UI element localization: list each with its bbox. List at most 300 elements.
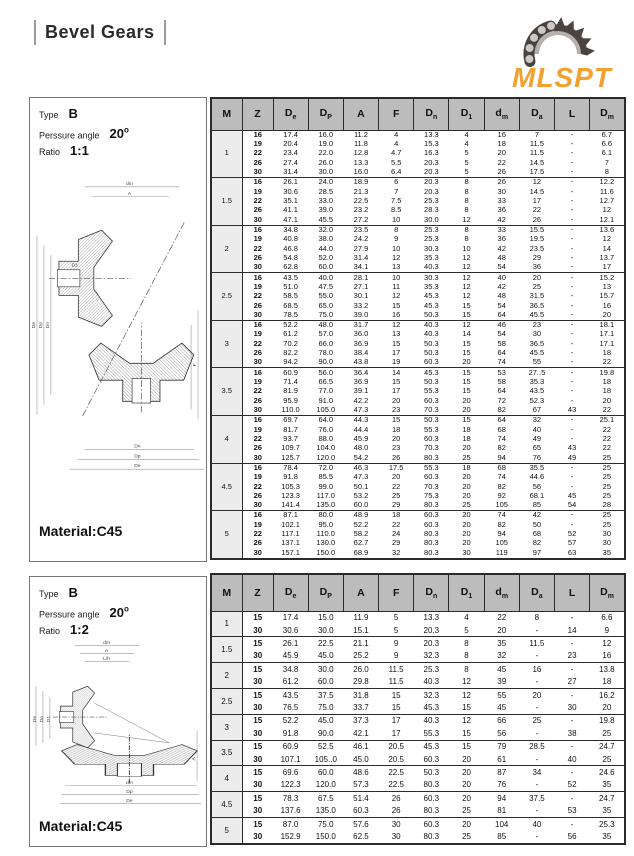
value-cell: 122.3 (280, 780, 301, 790)
value-cell: 47.1 (283, 214, 298, 224)
header-row (211, 98, 625, 130)
value-cell: 60.3 (423, 754, 440, 764)
teeth-count-cell: 22 (253, 433, 262, 443)
teeth-count-cell: 15 (242, 740, 273, 753)
value-cell: 36 (497, 205, 506, 215)
value-cell: 137.6 (280, 806, 301, 816)
value-cell: 18 (462, 433, 471, 443)
value-cell: - (535, 625, 539, 635)
value-cell: 20.3 (424, 157, 439, 167)
value-cell: - (570, 300, 574, 310)
value-cell: 48.0 (308, 320, 343, 330)
table-row (211, 197, 625, 206)
value-cell: 60.0 (317, 677, 334, 687)
value-cell: 8.5 (390, 205, 402, 215)
module-cell: 1.5 (211, 178, 242, 226)
teeth-count-cell: 22 (253, 386, 262, 396)
value-cell: 87 (484, 766, 519, 779)
teeth-count-cell: 26 (253, 490, 262, 500)
module-cell: 1 (211, 130, 242, 178)
teeth-count-cell: 26 (253, 538, 262, 548)
value-cell: 117.0 (316, 490, 335, 500)
value-cell: 35.1 (283, 196, 298, 206)
value-cell: 14.5 (529, 157, 545, 167)
teeth-count-cell: 19 (253, 139, 262, 149)
value-cell: 11.5 (379, 663, 414, 676)
value-cell: - (570, 433, 574, 443)
value-cell: 52.2 (273, 320, 308, 330)
teeth-count-cell: 30 (253, 357, 262, 367)
value-cell: 44.0 (318, 243, 334, 253)
value-cell: 68.5 (283, 300, 298, 310)
value-cell: 18 (379, 511, 414, 521)
value-cell: 25 (590, 511, 625, 521)
value-cell: 74 (497, 357, 506, 367)
value-cell: 30.0 (318, 167, 334, 177)
value-cell: 61 (497, 754, 507, 764)
value-cell: 12.2 (590, 178, 625, 188)
table-row (211, 530, 625, 539)
value-cell: 35 (602, 780, 612, 790)
dim-label: Dp (134, 454, 141, 460)
value-cell: - (535, 832, 539, 842)
value-cell: 42.1 (353, 728, 369, 738)
value-cell: 42 (497, 243, 506, 253)
dim-label: dm (125, 181, 133, 187)
value-cell: 15 (391, 377, 401, 387)
value-cell: 35.3 (424, 281, 439, 291)
value-cell: - (555, 792, 590, 805)
value-cell: 48 (497, 252, 506, 262)
value-cell: 36.9 (353, 377, 369, 387)
value-cell: 11.6 (599, 186, 614, 196)
value-cell: - (555, 368, 590, 378)
value-cell: - (555, 511, 590, 521)
value-cell: - (535, 651, 539, 661)
value-cell: 23 (391, 404, 401, 414)
value-cell: 30 (567, 702, 577, 712)
value-cell: 28.5 (318, 186, 334, 196)
value-cell: 12 (462, 281, 471, 291)
value-cell: 12 (462, 677, 471, 687)
value-cell: 30 (379, 818, 414, 831)
value-cell: 76 (532, 452, 542, 462)
column-header: $D_n$ (414, 574, 449, 611)
value-cell: 48.6 (343, 766, 378, 779)
value-cell: 40.3 (423, 677, 440, 687)
value-cell: 30.6 (282, 625, 299, 635)
column-header: L (555, 98, 590, 130)
value-cell: 50.3 (424, 348, 439, 358)
value-cell: 52.3 (529, 395, 545, 405)
value-cell: 78.3 (273, 792, 308, 805)
value-cell: 15 (462, 386, 471, 396)
value-cell: 22 (391, 519, 401, 529)
value-cell: 5 (379, 611, 414, 624)
module-cell: 5 (211, 511, 242, 559)
value-cell: 25.2 (353, 651, 369, 661)
value-cell: 52.2 (353, 519, 369, 529)
value-cell: 56.0 (308, 368, 343, 378)
module-cell: 1 (211, 611, 242, 637)
value-cell: 15.2 (590, 273, 625, 283)
value-cell: 22 (602, 433, 612, 443)
value-cell: 99.0 (318, 481, 334, 491)
value-cell: 17.5 (379, 463, 414, 473)
value-cell: 17 (379, 714, 414, 727)
teeth-count-cell: 16 (242, 225, 273, 235)
value-cell: 97 (532, 547, 542, 557)
value-cell: 12 (462, 262, 471, 272)
table-row (211, 520, 625, 529)
value-cell: - (570, 291, 574, 301)
teeth-count-cell: 19 (253, 519, 262, 529)
value-cell: 20.3 (424, 167, 439, 177)
teeth-count-cell: 30 (253, 832, 263, 842)
value-cell: 65 (532, 443, 542, 453)
value-cell: 40.8 (283, 234, 298, 244)
dim-label: F (193, 363, 199, 367)
value-cell: 88.0 (318, 433, 334, 443)
value-cell: 58 (497, 377, 506, 387)
value-cell: 58 (497, 338, 506, 348)
value-cell: 45.5 (529, 348, 545, 358)
value-cell: - (570, 338, 574, 348)
table-row (211, 548, 625, 559)
value-cell: 60.3 (414, 511, 449, 521)
teeth-count-cell: 30 (253, 651, 263, 661)
value-cell: 87.0 (273, 818, 308, 831)
value-cell: 20.3 (423, 625, 440, 635)
page-header (34, 20, 166, 45)
value-cell: 40.3 (414, 714, 449, 727)
value-cell: 85.5 (318, 472, 334, 482)
value-cell: 24.6 (590, 766, 625, 779)
teeth-count-cell: 30 (253, 262, 262, 272)
value-cell: 70.2 (283, 338, 298, 348)
value-cell: 25 (519, 714, 554, 727)
value-cell: 25.3 (414, 663, 449, 676)
value-cell: - (570, 424, 574, 434)
value-cell: 25 (590, 463, 625, 473)
value-cell: 15 (462, 728, 471, 738)
value-cell: 54 (497, 329, 506, 339)
value-cell: 10 (462, 243, 471, 253)
value-cell: 5 (464, 625, 469, 635)
value-cell: 105 (495, 500, 508, 510)
teeth-count-cell: 19 (253, 329, 262, 339)
value-cell: - (555, 225, 590, 235)
value-cell: 26.0 (343, 663, 378, 676)
teeth-count-cell: 15 (242, 663, 273, 676)
table-row (211, 491, 625, 500)
value-cell: 91.8 (283, 472, 298, 482)
value-cell: 50.3 (414, 415, 449, 425)
value-cell: 64 (497, 386, 506, 396)
value-cell: - (535, 754, 539, 764)
value-cell: 34 (519, 766, 554, 779)
value-cell: 91.8 (282, 728, 299, 738)
value-cell: 25 (602, 754, 612, 764)
value-cell: 54.8 (283, 252, 298, 262)
value-cell: 60.3 (424, 433, 439, 443)
column-header: A (343, 574, 378, 611)
value-cell: 105.0 (316, 404, 336, 414)
value-cell: 68 (484, 463, 519, 473)
teeth-count-cell: 19 (253, 377, 262, 387)
ratio-value: 1:2 (70, 622, 89, 638)
value-cell: 32 (519, 415, 554, 425)
value-cell: 85 (532, 500, 542, 510)
logo-text: MLSPT (512, 62, 612, 93)
value-cell: 71.4 (283, 377, 298, 387)
value-cell: 15 (449, 740, 484, 753)
value-cell: - (555, 714, 590, 727)
value-cell: 13.3 (414, 611, 449, 624)
dim-label: A (127, 191, 132, 197)
value-cell: 20 (462, 443, 471, 453)
value-cell: - (555, 818, 590, 831)
value-cell: 141.4 (281, 500, 300, 510)
material-note: Material:C45 (39, 523, 123, 539)
value-cell: 35.5 (519, 463, 554, 473)
value-cell: 18.9 (343, 178, 378, 188)
page-title: Bevel Gears (45, 22, 155, 42)
value-cell: 23.5 (529, 243, 545, 253)
value-cell: 94 (484, 792, 519, 805)
dim-label: De (126, 799, 133, 805)
value-cell: 35 (602, 832, 612, 842)
value-cell: 17.4 (273, 611, 308, 624)
value-cell: 27.4 (283, 157, 298, 167)
column-header: $D_e$ (273, 574, 308, 611)
value-cell: 29.8 (353, 677, 369, 687)
value-cell: 51.4 (343, 792, 378, 805)
value-cell: 6.6 (590, 611, 625, 624)
value-cell: 62.8 (283, 262, 298, 272)
value-cell: 12 (449, 320, 484, 330)
value-cell: 29 (391, 538, 401, 548)
value-cell: 119 (495, 547, 508, 557)
value-cell: 18 (602, 377, 612, 387)
value-cell: 57.6 (343, 818, 378, 831)
teeth-count-cell: 15 (242, 611, 273, 624)
value-cell: 78.5 (283, 309, 298, 319)
value-cell: 11.2 (343, 130, 378, 140)
value-cell: 74 (484, 511, 519, 521)
value-cell: 12.7 (599, 196, 615, 206)
value-cell: 43.5 (273, 688, 308, 701)
value-cell: 120.0 (315, 780, 336, 790)
value-cell: 39.0 (318, 205, 334, 215)
teeth-count-cell: 30 (253, 780, 263, 790)
value-cell: 30.3 (414, 273, 449, 283)
value-cell: 25.1 (590, 415, 625, 425)
value-cell: - (535, 728, 539, 738)
title-divider-right (164, 20, 166, 45)
value-cell: 60.3 (424, 472, 439, 482)
teeth-count-cell: 22 (253, 481, 262, 491)
value-cell: 4 (449, 130, 484, 140)
value-cell: 123.3 (281, 490, 300, 500)
value-cell: 4 (394, 139, 399, 149)
teeth-count-cell: 15 (242, 792, 273, 805)
value-cell: 55.3 (423, 728, 440, 738)
value-cell: 55.3 (414, 463, 449, 473)
value-cell: 31.8 (343, 688, 378, 701)
value-cell: 52.5 (308, 740, 343, 753)
teeth-count-cell: 30 (253, 806, 263, 816)
value-cell: 9 (379, 637, 414, 650)
value-cell: 15 (449, 415, 484, 425)
table-row (211, 263, 625, 273)
value-cell: - (555, 663, 590, 676)
column-header: $d_m$ (484, 574, 519, 611)
value-cell: 12 (602, 205, 612, 215)
value-cell: 16 (484, 130, 519, 140)
value-cell: 36.9 (353, 338, 369, 348)
value-cell: 6.1 (601, 148, 613, 158)
column-header: $D_a$ (519, 574, 554, 611)
dim-label: A (104, 648, 109, 654)
value-cell: - (570, 205, 574, 215)
value-cell: 105..0 (314, 754, 337, 764)
table-row (211, 740, 625, 753)
value-cell: 8 (464, 234, 469, 244)
teeth-count-cell: 30 (253, 702, 263, 712)
value-cell: 44.4 (353, 424, 369, 434)
pinion-section (53, 686, 108, 748)
value-cell: 55.0 (318, 291, 334, 301)
value-cell: 54.2 (353, 452, 369, 462)
value-cell: 37.5 (308, 688, 343, 701)
value-cell: 25 (462, 500, 471, 510)
value-cell: 22.0 (318, 148, 334, 158)
teeth-count-cell: 16 (242, 463, 273, 473)
value-cell: 12 (519, 178, 554, 188)
value-cell: 18 (497, 139, 506, 149)
value-cell: 34.1 (353, 262, 369, 272)
value-cell: 16 (391, 309, 401, 319)
value-cell: - (570, 186, 574, 196)
value-cell: 28.3 (424, 205, 439, 215)
value-cell: 54 (567, 500, 577, 510)
value-cell: 17 (602, 262, 612, 272)
value-cell: 35.3 (529, 377, 545, 387)
value-cell: 12 (391, 252, 401, 262)
table-row (211, 539, 625, 548)
value-cell: 27..5 (519, 368, 554, 378)
value-cell: 8 (449, 637, 484, 650)
value-cell: 28.1 (343, 273, 378, 283)
value-cell: 18 (391, 424, 401, 434)
table-row (211, 406, 625, 416)
teeth-count-cell: 30 (253, 677, 263, 687)
value-cell: 35 (602, 547, 612, 557)
table-row (211, 283, 625, 292)
value-cell: 22 (497, 157, 506, 167)
value-cell: 13 (391, 262, 401, 272)
value-cell: - (570, 348, 574, 358)
value-cell: 55.3 (424, 424, 439, 434)
value-cell: 62.7 (353, 538, 369, 548)
value-cell: 48.0 (353, 443, 369, 453)
value-cell: 13.8 (590, 663, 625, 676)
table-row (211, 482, 625, 491)
value-cell: 91.0 (318, 395, 334, 405)
ratio-value: 1:1 (70, 143, 89, 159)
value-cell: 68 (497, 424, 506, 434)
value-cell: 51.0 (283, 281, 298, 291)
value-cell: 42 (519, 511, 554, 521)
dim-label: dm (125, 781, 133, 787)
value-cell: 49 (567, 452, 577, 462)
value-cell: - (570, 243, 574, 253)
value-cell: 45.3 (414, 368, 449, 378)
value-cell: 19 (391, 357, 401, 367)
spec-panel-1 (29, 97, 207, 562)
value-cell: 33.7 (353, 702, 369, 712)
value-cell: 20 (462, 404, 471, 414)
teeth-count-cell: 30 (253, 547, 262, 557)
value-cell: 105 (495, 538, 508, 548)
value-cell: 74 (497, 472, 506, 482)
value-cell: 35 (602, 806, 612, 816)
teeth-count-cell: 30 (253, 728, 263, 738)
value-cell: 12 (590, 637, 625, 650)
value-cell: - (570, 386, 574, 396)
value-cell: 4 (464, 139, 469, 149)
value-cell: 26.0 (318, 157, 334, 167)
value-cell: 26 (532, 214, 542, 224)
value-cell: - (535, 677, 539, 687)
table-row (211, 714, 625, 727)
value-cell: 16.3 (424, 148, 439, 158)
spec-table-1 (210, 97, 626, 560)
value-cell: 45.3 (414, 740, 449, 753)
value-cell: - (555, 740, 590, 753)
value-cell: 19.8 (590, 714, 625, 727)
value-cell: 82.2 (283, 348, 298, 358)
table-row (211, 178, 625, 188)
table-row (211, 611, 625, 624)
value-cell: 60.3 (424, 395, 439, 405)
value-cell: - (570, 252, 574, 262)
value-cell: 32.3 (423, 651, 440, 661)
value-cell: 57 (567, 538, 577, 548)
table-row (211, 339, 625, 348)
dim-label: D1 (46, 715, 52, 723)
value-cell: 28.5 (519, 740, 554, 753)
value-cell: 45.5 (529, 309, 545, 319)
material-note: Material:C45 (39, 818, 123, 834)
column-header: $d_m$ (484, 98, 519, 130)
teeth-count-cell: 22 (253, 196, 262, 206)
value-cell: 14 (379, 368, 414, 378)
value-cell: 105.3 (281, 481, 300, 491)
value-cell: 6.6 (601, 139, 613, 149)
value-cell: 25 (602, 472, 612, 482)
value-cell: 44.6 (529, 472, 545, 482)
value-cell: 25 (391, 490, 401, 500)
value-cell: 45.3 (423, 702, 440, 712)
value-cell: 23 (519, 320, 554, 330)
value-cell: 64.0 (308, 415, 343, 425)
value-cell: 23 (391, 443, 401, 453)
value-cell: 5 (464, 148, 469, 158)
dim-label: L/h (103, 656, 111, 662)
brand-logo (486, 4, 628, 94)
